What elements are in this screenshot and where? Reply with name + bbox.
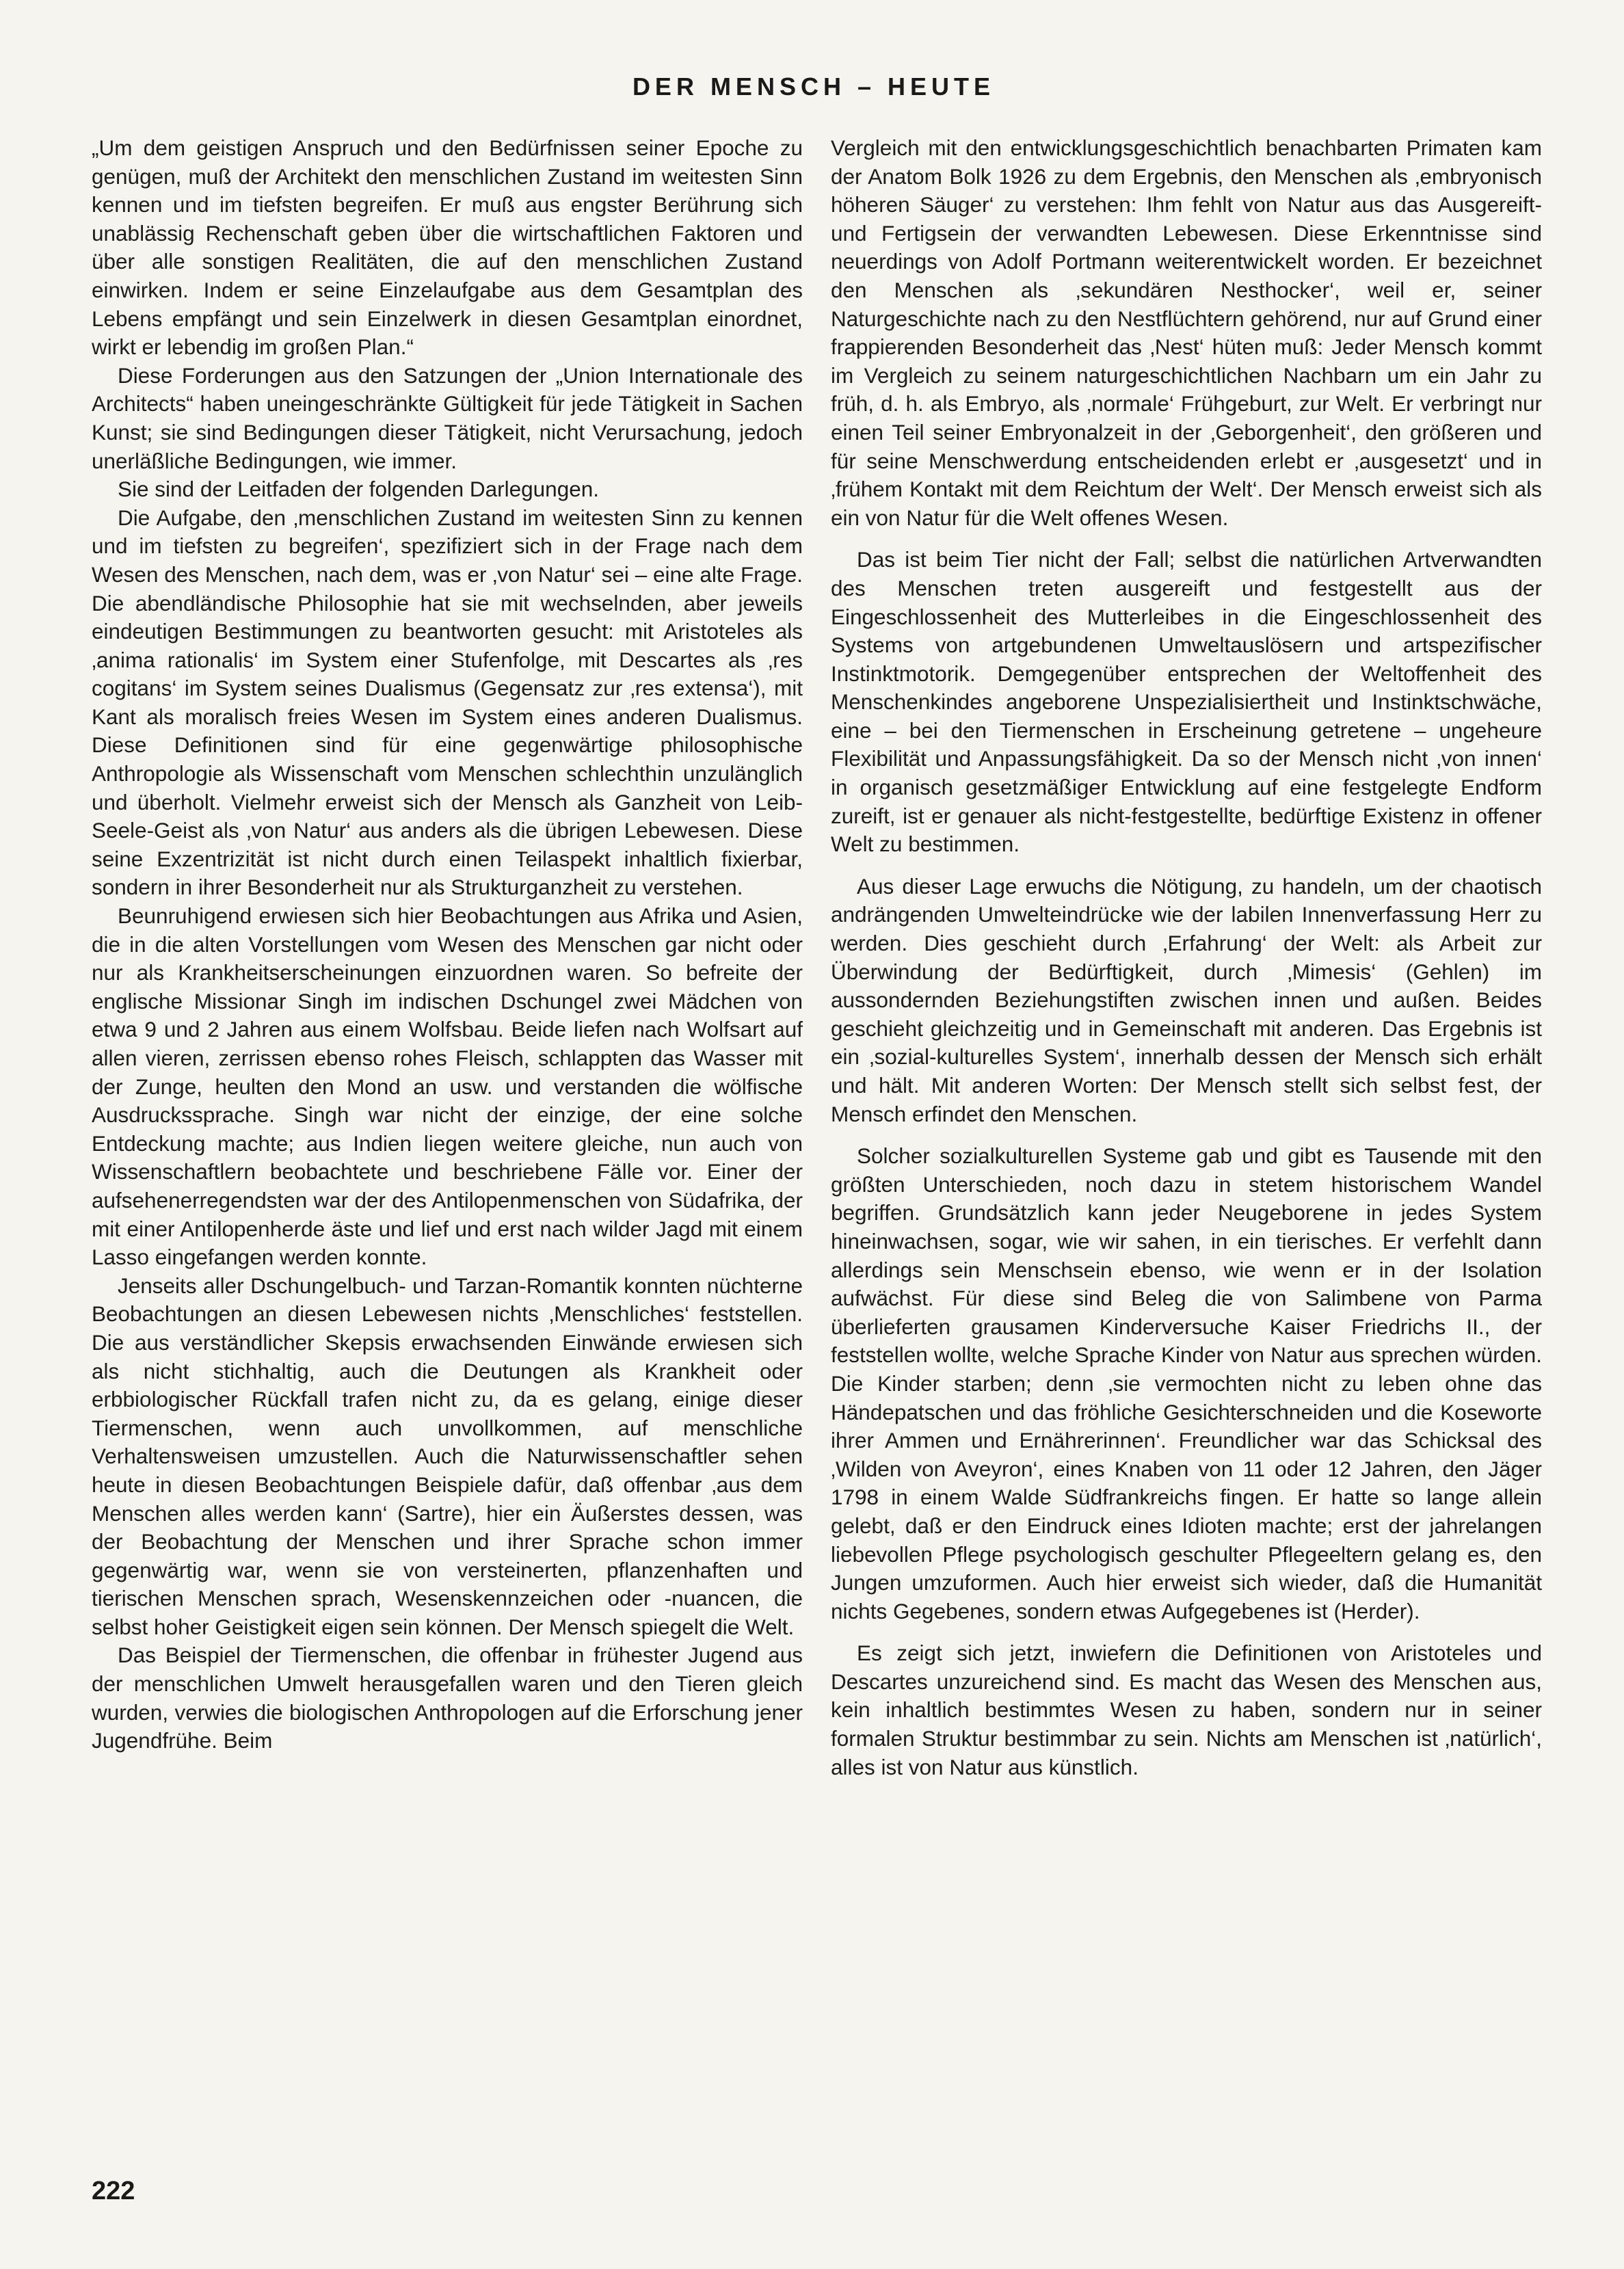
paragraph: Solcher sozialkulturellen Systeme gab und gibt es Tausende mit den größten Unterschieden, noch dazu in stetem historischem Wandel begriffen. Grundsätzlich kann jeder Neugeborene in jedes System hineinwachsen, sogar, wie wir sahen, in ein tierisches. Er verfehlt dann allerdings sein Menschsein ebenso, wie wenn er in der Isolation aufwächst. Für diese sind Beleg die von Salimbene von Parma überlieferten grausamen Kinderversuche Kaiser Friedrichs II., der feststellen wollte, welche Sprache Kinder von Natur aus sprechen würden. Die Kinder starben; denn ‚sie vermochten nicht zu leben ohne das Händepatschen und das fröhliche Gesichterschneiden und die Koseworte ihrer Ammen und Ernährerinnen‘. Freundlicher war das Schicksal des ‚Wilden von Aveyron‘, eines Knaben von 11 oder 12 Jahren, den Jäger 1798 in einem Walde Südfrankreichs fingen. Er hatte so lange allein gelebt, daß er den Eindruck eines Idioten machte; erst der jahrelangen liebevollen Pflege psychologisch geschulter Pflegeeltern gelang es, den Jungen umzuformen. Auch hier erweist sich wieder, daß die Humanität nichts Gegebenes, sondern etwas Aufgegebenes ist (Herder). xyxy=(831,1143,1542,1623)
paragraph: Vergleich mit den entwicklungsgeschichtlich benachbarten Primaten kam der Anatom Bolk 1926 zu dem Ergebnis, den Menschen als ‚embryonisch höheren Säuger‘ zu verstehen: Ihm fehlt von Natur aus das Ausgereift- und Fertigsein der verwandten Lebewesen. Diese Erkenntnisse sind neuerdings von Adolf Portmann weiterentwickelt worden. Er bezeichnet den Menschen als ‚sekundären Nesthocker‘, weil er, seiner Naturgeschichte nach zu den Nestflüchtern gehörend, nur auf Grund einer frappierenden Besonderheit das ‚Nest‘ hüten muß: Jeder Mensch kommt im Vergleich zu seinem naturgeschichtlichen Nachbarn um ein Jahr zu früh, d. h. als Embryo, als ‚normale‘ Frühgeburt, zur Welt. Er verbringt nur einen Teil seiner Embryonalzeit in der ‚Geborgenheit‘, den größeren und für seine Menschwerdung entscheidenden erlebt er ‚ausgesetzt‘ und in ‚frühem Kontakt mit dem Reichtum der Welt‘. Der Mensch erweist sich als ein von Natur für die Welt offenes Wesen. xyxy=(831,135,1542,530)
paragraph: „Um dem geistigen Anspruch und den Bedürfnissen seiner Epoche zu genügen, muß der Architekt den menschlichen Zustand im weitesten Sinn kennen und im tiefsten begreifen. Er muß aus engster Berührung sich unablässig Rechenschaft geben über die wirtschaftlichen Faktoren und über alle sonstigen Realitäten, die auf den menschlichen Zustand einwirken. Indem er seine Einzelaufgabe aus dem Gesamtplan des Lebens empfängt und sein Einzelwerk in diesen Gesamtplan einordnet, wirkt er lebendig im großen Plan.“ xyxy=(92,135,803,360)
running-title: DER MENSCH – HEUTE xyxy=(632,72,995,101)
paragraph: Es zeigt sich jetzt, inwiefern die Definitionen von Aristoteles und Descartes unzureichend sind. Es macht das Wesen des Menschen aus, kein inhaltlich bestimmtes Wesen zu haben, sondern nur in seiner formalen Struktur bestimmbar zu sein. Nichts am Menschen ist ‚natürlich‘, alles ist von Natur aus künstlich. xyxy=(831,1641,1542,1779)
right-column xyxy=(831,134,1542,1781)
paragraph: Beunruhigend erwiesen sich hier Beobachtungen aus Afrika und Asien, die in die alten Vorstellungen vom Wesen des Menschen gar nicht oder nur als Krankheitserscheinungen einzuordnen waren. So befreite der englische Missionar Singh im indischen Dschungel zwei Mädchen von etwa 9 und 2 Jahren aus einem Wolfsbau. Beide liefen nach Wolfsart auf allen vieren, zerrissen ebenso rohes Fleisch, schlappten das Wasser mit der Zunge, heulten den Mond an usw. und verstanden die wölfische Ausdruckssprache. Singh war nicht der einzige, der eine solche Entdeckung machte; aus Indien liegen weitere gleiche, nun auch von Wissenschaftlern beobachtete und beschriebene Fälle vor. Einer der aufsehenerregendsten war der des Antilopenmenschen von Südafrika, der mit einer Antilopenherde äste und lief und erst nach wilder Jagd mit einem Lasso eingefangen werden konnte. xyxy=(92,903,803,1270)
paragraph: Das Beispiel der Tiermenschen, die offenbar in frühester Jugend aus der menschlichen Umwelt herausgefallen waren und den Tieren gleich wurden, verwies die biologischen Anthropologen auf die Erforschung jener Jugendfrühe. Beim xyxy=(92,1643,803,1753)
paragraph: Die Aufgabe, den ‚menschlichen Zustand im weitesten Sinn zu kennen und im tiefsten zu begreifen‘, spezifiziert sich in der Frage nach dem Wesen des Menschen, nach dem, was er ‚von Natur‘ sei – eine alte Frage. Die abendländische Philosophie hat sie mit wechselnden, aber jeweils eindeutigen Bestimmungen zu beantworten gesucht: mit Aristoteles als ‚anima rationalis‘ im System einer Stufenfolge, mit Descartes als ‚res cogitans‘ im System seines Dualismus (Gegensatz zur ‚res extensa‘), mit Kant als moralisch freies Wesen im System eines anderen Dualismus. Diese Definitionen sind für eine gegenwärtige philosophische Anthropologie als Wissenschaft vom Menschen schlechthin unzulänglich und überholt. Vielmehr erweist sich der Mensch als Ganzheit von Leib-Seele-Geist als ‚von Natur‘ aus anders als die übrigen Lebewesen. Diese seine Exzentrizität ist nicht durch einen Teilaspekt inhaltlich fixierbar, sondern in ihrer Besonderheit nur als Strukturganzheit zu verstehen. xyxy=(92,505,803,900)
paragraph: Aus dieser Lage erwuchs die Nötigung, zu handeln, um der chaotisch andrängenden Umwelteindrücke wie der labilen Innenverfassung Herr zu werden. Dies geschieht durch ‚Erfahrung‘ der Welt: als Arbeit zur Überwindung der Bedürftigkeit, durch ‚Mimesis‘ (Gehlen) im aussondernden Beziehungstiften zwischen innen und außen. Beides geschieht gleichzeitig und in Gemeinschaft mit anderen. Das Ergebnis ist ein ‚sozial-kulturelles System‘, innerhalb dessen der Mensch sich erhält und hält. Mit anderen Worten: Der Mensch stellt sich selbst fest, der Mensch erfindet den Menschen. xyxy=(831,873,1542,1126)
paragraph: Sie sind der Leitfaden der folgenden Darlegungen. xyxy=(118,477,600,502)
paragraph: Diese Forderungen aus den Satzungen der „Union Internationale des Architects“ haben uneingeschränkte Gültigkeit für jede Tätigkeit in Sachen Kunst; sie sind Bedingungen dieser Tätigkeit, nicht Verursachung, jedoch unerläßliche Bedingungen, wie immer. xyxy=(92,362,803,473)
paragraph: Das ist beim Tier nicht der Fall; selbst die natürlichen Artverwandten des Menschen treten ausgereift und festgestellt aus der Eingeschlossenheit des Mutterleibes in die Eingeschlossenheit des Systems von artgebundenen Umweltauslösern und artspezifischer Instinktmotorik. Demgegenüber entsprechen der Weltoffenheit des Menschenkindes angeborene Unspezialisiertheit und Instinktschwäche, eine – bei den Tiermenschen in Erscheinung getretene – ungeheure Flexibilität und Anpassungsfähigkeit. Da so der Mensch nicht ‚von innen‘ in organisch gesetzmäßiger Entwicklung auf eine festgelegte Endform zureift, ist er genauer als nicht-festgestellte, bedürftige Existenz in offener Welt zu bestimmen. xyxy=(831,547,1542,857)
paragraph: Jenseits aller Dschungelbuch- und Tarzan-Romantik konnten nüchterne Beobachtungen an diesen Lebewesen nichts ‚Menschliches‘ feststellen. Die aus verständlicher Skepsis erwachsenden Einwände erwiesen sich als nicht stichhaltig, auch die Deutungen als Krankheit oder erbbiologischer Rückfall trafen nicht zu, da es gelang, einige dieser Tiermenschen, wenn auch unvollkommen, auf menschliche Verhaltensweisen umzustellen. Auch die Naturwissenschaftler sehen heute in diesen Beobachtungen Beispiele dafür, daß offenbar ‚aus dem Menschen alles werden kann‘ (Sartre), hier ein Äußerstes dessen, was der Beobachtung der Menschen und ihrer Sprache schon immer gegenwärtig war, wenn sie von versteinerten, pflanzenhaften und tierischen Menschen sprach, Wesenskennzeichen oder -nuancen, die selbst hoher Geistigkeit eigen sein können. Der Mensch spiegelt die Welt. xyxy=(92,1273,803,1639)
page-number: 222 xyxy=(92,2177,135,2205)
left-column xyxy=(92,134,803,1755)
